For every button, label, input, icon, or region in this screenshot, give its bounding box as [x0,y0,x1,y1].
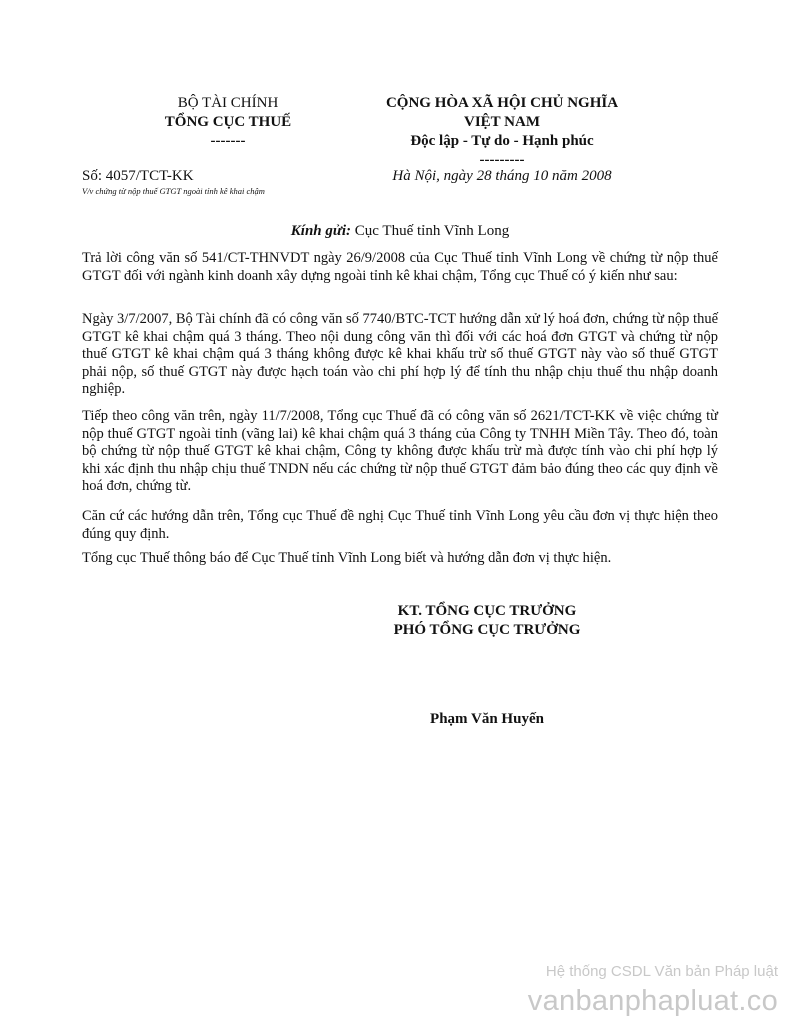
motto-line1: CỘNG HÒA XÃ HỘI CHỦ NGHĨA [385,95,619,111]
document-subject: V/v chứng từ nộp thuế GTGT ngoài tỉnh kê khai chậm [82,186,265,196]
signer-name: Phạm Văn Huyến [430,711,544,727]
signature-title-1: KT. TỔNG CỤC TRƯỞNG [397,603,577,619]
document-number: Số: 4057/TCT-KK [82,168,194,184]
salutation-label: Kính gửi: [290,223,352,239]
agency-divider: ------- [210,133,246,149]
body-paragraph-4: Căn cứ các hướng dẫn trên, Tổng cục Thuế đề nghị Cục Thuế tỉnh Vĩnh Long yêu cầu đơn vị thực hiện theo đúng quy định. [82,508,718,542]
watermark [528,962,778,1020]
watermark-line1: Hệ thống CSDL Văn bản Pháp luật [545,963,778,980]
agency-name: TỔNG CỤC THUẾ [164,114,292,130]
agency-parent: BỘ TÀI CHÍNH [177,95,279,111]
body-paragraph-5: Tổng cục Thuế thông báo để Cục Thuế tỉnh Vĩnh Long biết và hướng dẫn đơn vị thực hiện. [82,550,612,566]
signature-title-2: PHÓ TỔNG CỤC TRƯỞNG [393,622,581,638]
motto-divider: --------- [479,152,525,168]
national-motto [362,94,642,170]
salutation-recipient: Cục Thuế tỉnh Vĩnh Long [351,223,510,239]
signature-block [362,602,612,640]
watermark-line2: vanbanphapluat.co [527,985,778,1017]
place-date: Hà Nội, ngày 28 tháng 10 năm 2008 [392,168,612,184]
salutation [0,222,800,241]
motto-line3: Độc lập - Tự do - Hạnh phúc [410,133,594,149]
agency-header [118,94,338,151]
motto-line2: VIỆT NAM [464,114,540,130]
body-paragraph-2: Ngày 3/7/2007, Bộ Tài chính đã có công văn số 7740/BTC-TCT hướng dẫn xử lý hoá đơn, chứng từ nộp thuế GTGT kê khai chậm quá 3 tháng. Theo nội dung công văn thì đối với các hoá đơn GTGT và chứng từ nộp thuế GTGT kê khai chậm quá 3 tháng không được kê khai khấu trừ số thuế GTGT này vào số thuế GTGT phải nộp, số thuế GTGT này được hạch toán vào chi phí hợp lý để tính thu nhập chịu thuế thu nhập doanh nghiệp. [82,311,718,397]
body-paragraph-3: Tiếp theo công văn trên, ngày 11/7/2008, Tổng cục Thuế đã có công văn số 2621/TCT-KK về việc chứng từ nộp thuế GTGT ngoài tỉnh (vãng lai) kê khai chậm quá 3 tháng của Công ty TNHH Miền Tây. Theo đó, toàn bộ chứng từ nộp thuế GTGT kê khai chậm, Công ty không được khấu trừ mà được tính vào chi phí hợp lý khi xác định thu nhập chịu thuế TNDN nếu các chứng từ nộp thuế GTGT đảm bảo đúng theo các quy định về hoá đơn, chứng từ. [82,408,718,494]
body-paragraph-1: Trả lời công văn số 541/CT-THNVDT ngày 26/9/2008 của Cục Thuế tỉnh Vĩnh Long về chứng từ nộp thuế GTGT đối với ngành kinh doanh xây dựng ngoài tỉnh kê khai chậm, Tổng cục Thuế có ý kiến như sau: [82,250,718,284]
